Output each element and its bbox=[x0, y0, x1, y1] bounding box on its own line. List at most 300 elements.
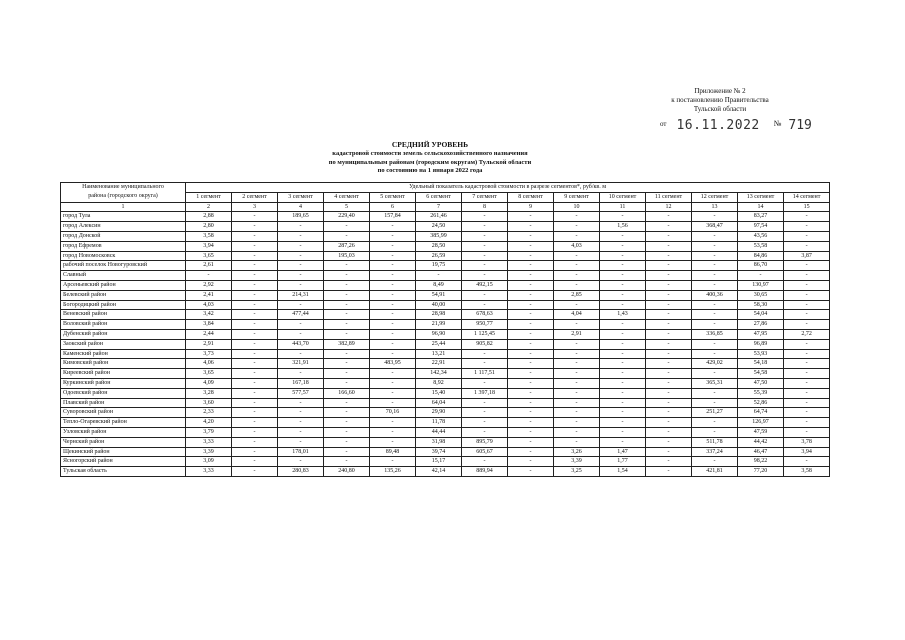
segment-value-cell: 126,97 bbox=[738, 418, 784, 428]
segment-value-cell: - bbox=[232, 271, 278, 281]
segment-value-cell: - bbox=[324, 261, 370, 271]
segment-value-cell: - bbox=[508, 467, 554, 477]
segment-value-cell: - bbox=[646, 222, 692, 232]
segment-value-cell: 15,40 bbox=[416, 388, 462, 398]
segment-value-cell: - bbox=[370, 427, 416, 437]
segment-value-cell: - bbox=[232, 398, 278, 408]
segment-value-cell: - bbox=[784, 212, 830, 222]
district-name-cell: Киреевский район bbox=[61, 369, 186, 379]
segment-value-cell: - bbox=[278, 271, 324, 281]
segment-value-cell: - bbox=[370, 388, 416, 398]
segment-value-cell: - bbox=[508, 339, 554, 349]
segment-value-cell: 443,70 bbox=[278, 339, 324, 349]
segment-value-cell: - bbox=[692, 349, 738, 359]
segment-value-cell: - bbox=[646, 251, 692, 261]
segment-value-cell: 2,44 bbox=[186, 329, 232, 339]
segment-value-cell: - bbox=[554, 222, 600, 232]
segment-value-cell: - bbox=[692, 261, 738, 271]
segment-value-cell: 58,30 bbox=[738, 300, 784, 310]
segment-value-cell: 3,25 bbox=[554, 467, 600, 477]
segment-value-cell: - bbox=[370, 261, 416, 271]
segment-value-cell: 605,67 bbox=[462, 447, 508, 457]
table-row bbox=[61, 329, 830, 339]
segment-value-cell: 47,95 bbox=[738, 329, 784, 339]
segment-value-cell: 54,91 bbox=[416, 290, 462, 300]
column-number: 1 bbox=[61, 202, 186, 212]
segment-value-cell: 4,09 bbox=[186, 378, 232, 388]
segment-value-cell: - bbox=[692, 241, 738, 251]
segment-value-cell: 1,43 bbox=[600, 310, 646, 320]
segment-header: 13 сегмент bbox=[738, 192, 784, 202]
district-name-cell: город Тула bbox=[61, 212, 186, 222]
segment-value-cell: 3,87 bbox=[784, 251, 830, 261]
segment-value-cell: 385,99 bbox=[416, 231, 462, 241]
segment-value-cell: - bbox=[600, 329, 646, 339]
segment-value-cell: - bbox=[600, 408, 646, 418]
appendix-line-2: к постановлению Правительства bbox=[671, 96, 769, 104]
segment-value-cell: - bbox=[508, 349, 554, 359]
segment-value-cell: - bbox=[554, 271, 600, 281]
segment-value-cell: - bbox=[508, 329, 554, 339]
segment-value-cell: - bbox=[692, 300, 738, 310]
segment-value-cell: 3,09 bbox=[186, 457, 232, 467]
segment-value-cell: - bbox=[692, 310, 738, 320]
segment-value-cell: - bbox=[370, 329, 416, 339]
district-name-cell: Ясногорский район bbox=[61, 457, 186, 467]
segment-value-cell: 368,47 bbox=[692, 222, 738, 232]
column-number: 2 bbox=[186, 202, 232, 212]
segment-value-cell: 46,47 bbox=[738, 447, 784, 457]
segment-value-cell: - bbox=[462, 222, 508, 232]
segment-value-cell: 3,94 bbox=[186, 241, 232, 251]
name-header-line-1: Наименование муниципального bbox=[82, 184, 164, 191]
district-name-cell: Воловский район bbox=[61, 320, 186, 330]
segment-value-cell: - bbox=[232, 329, 278, 339]
segment-value-cell: - bbox=[508, 320, 554, 330]
segment-value-cell: - bbox=[646, 467, 692, 477]
segment-value-cell: - bbox=[600, 290, 646, 300]
segments-group-header: Удельный показатель кадастровой стоимости в разрезе сегментов*, руб/кв. м bbox=[186, 183, 830, 193]
segment-value-cell: - bbox=[324, 398, 370, 408]
district-name-cell: город Новомосковск bbox=[61, 251, 186, 261]
segment-value-cell: - bbox=[554, 212, 600, 222]
district-name-cell: Богородицкий район bbox=[61, 300, 186, 310]
segment-value-cell: 287,26 bbox=[324, 241, 370, 251]
name-header-line-2: района (городского округа) bbox=[88, 193, 158, 200]
segment-value-cell: 400,36 bbox=[692, 290, 738, 300]
segment-value-cell: - bbox=[646, 290, 692, 300]
segment-value-cell: 40,00 bbox=[416, 300, 462, 310]
segment-header: 5 сегмент bbox=[370, 192, 416, 202]
segment-value-cell: - bbox=[600, 427, 646, 437]
segment-value-cell: - bbox=[370, 349, 416, 359]
segment-value-cell: 3,33 bbox=[186, 437, 232, 447]
segment-value-cell: - bbox=[324, 231, 370, 241]
segment-value-cell: - bbox=[324, 457, 370, 467]
segment-value-cell: - bbox=[692, 457, 738, 467]
segment-value-cell: 336,85 bbox=[692, 329, 738, 339]
segment-value-cell: 280,83 bbox=[278, 467, 324, 477]
segment-header: 10 сегмент bbox=[600, 192, 646, 202]
segment-value-cell: - bbox=[646, 349, 692, 359]
segment-header: 1 сегмент bbox=[186, 192, 232, 202]
segment-value-cell: 2,85 bbox=[554, 290, 600, 300]
segment-header: 7 сегмент bbox=[462, 192, 508, 202]
segment-value-cell: - bbox=[370, 418, 416, 428]
column-number: 11 bbox=[600, 202, 646, 212]
segment-value-cell: 97,54 bbox=[738, 222, 784, 232]
segment-value-cell: 4,20 bbox=[186, 418, 232, 428]
segment-value-cell: 1 125,45 bbox=[462, 329, 508, 339]
segment-value-cell: - bbox=[646, 261, 692, 271]
segment-value-cell: - bbox=[646, 329, 692, 339]
table-row bbox=[61, 398, 830, 408]
segment-header: 14 сегмент bbox=[784, 192, 830, 202]
segment-value-cell: - bbox=[692, 251, 738, 261]
segment-value-cell: - bbox=[462, 349, 508, 359]
segment-value-cell: 4,04 bbox=[554, 310, 600, 320]
segment-value-cell: 53,93 bbox=[738, 349, 784, 359]
segment-value-cell: - bbox=[554, 418, 600, 428]
segment-value-cell: 214,31 bbox=[278, 290, 324, 300]
segment-value-cell: 251,27 bbox=[692, 408, 738, 418]
title-line-2: кадастровой стоимости земель сельскохозяйственного назначения bbox=[332, 150, 528, 157]
segment-value-cell: 2,92 bbox=[186, 280, 232, 290]
district-name-cell: рабочий поселок Новогуровский bbox=[61, 261, 186, 271]
segment-value-cell: - bbox=[370, 280, 416, 290]
table-row bbox=[61, 290, 830, 300]
table-row bbox=[61, 320, 830, 330]
segment-value-cell: - bbox=[600, 359, 646, 369]
segment-value-cell: - bbox=[324, 369, 370, 379]
segment-value-cell: - bbox=[508, 398, 554, 408]
table-row bbox=[61, 467, 830, 477]
segment-value-cell: - bbox=[508, 251, 554, 261]
segment-value-cell: - bbox=[278, 398, 324, 408]
segment-value-cell: - bbox=[324, 427, 370, 437]
segment-value-cell: - bbox=[278, 251, 324, 261]
segment-value-cell: - bbox=[784, 310, 830, 320]
segment-value-cell: - bbox=[692, 418, 738, 428]
segment-value-cell: - bbox=[232, 437, 278, 447]
column-number: 3 bbox=[232, 202, 278, 212]
segment-value-cell: 98,22 bbox=[738, 457, 784, 467]
segment-value-cell: 3,39 bbox=[186, 447, 232, 457]
segment-value-cell: - bbox=[554, 408, 600, 418]
segment-value-cell: - bbox=[324, 222, 370, 232]
segment-header: 11 сегмент bbox=[646, 192, 692, 202]
segment-value-cell: - bbox=[784, 388, 830, 398]
column-number-row bbox=[61, 202, 830, 212]
segment-value-cell: - bbox=[692, 339, 738, 349]
segment-value-cell: 1,77 bbox=[600, 457, 646, 467]
segment-value-cell: 21,99 bbox=[416, 320, 462, 330]
segment-value-cell: - bbox=[554, 437, 600, 447]
segment-value-cell: 195,03 bbox=[324, 251, 370, 261]
name-column-header bbox=[61, 183, 186, 203]
segment-value-cell: 54,18 bbox=[738, 359, 784, 369]
segment-value-cell: - bbox=[462, 359, 508, 369]
segment-value-cell: - bbox=[554, 398, 600, 408]
district-name-cell: город Донской bbox=[61, 231, 186, 241]
segment-value-cell: 44,44 bbox=[416, 427, 462, 437]
segment-value-cell: 483,95 bbox=[370, 359, 416, 369]
segment-value-cell: - bbox=[232, 251, 278, 261]
table-body bbox=[61, 212, 830, 477]
segment-value-cell: - bbox=[508, 271, 554, 281]
district-name-cell: город Ефремов bbox=[61, 241, 186, 251]
table-row bbox=[61, 241, 830, 251]
segment-value-cell: 1 117,51 bbox=[462, 369, 508, 379]
segment-value-cell: - bbox=[508, 231, 554, 241]
segment-value-cell: - bbox=[370, 241, 416, 251]
segment-value-cell: - bbox=[278, 427, 324, 437]
segment-value-cell: - bbox=[232, 290, 278, 300]
segment-value-cell: - bbox=[784, 349, 830, 359]
district-name-cell: Узловский район bbox=[61, 427, 186, 437]
segment-value-cell: 19,75 bbox=[416, 261, 462, 271]
segment-value-cell: 26,59 bbox=[416, 251, 462, 261]
segment-value-cell: 3,84 bbox=[186, 320, 232, 330]
segment-value-cell: - bbox=[278, 329, 324, 339]
segment-value-cell: - bbox=[324, 290, 370, 300]
segment-value-cell: - bbox=[554, 427, 600, 437]
segment-value-cell: 3,65 bbox=[186, 251, 232, 261]
column-number: 6 bbox=[370, 202, 416, 212]
segment-value-cell: - bbox=[324, 437, 370, 447]
table-row bbox=[61, 212, 830, 222]
district-name-cell: Одоевский район bbox=[61, 388, 186, 398]
column-number: 15 bbox=[784, 202, 830, 212]
segment-value-cell: 337,24 bbox=[692, 447, 738, 457]
segment-value-cell: - bbox=[324, 329, 370, 339]
segment-value-cell: 2,33 bbox=[186, 408, 232, 418]
segment-value-cell: 64,74 bbox=[738, 408, 784, 418]
segment-value-cell: 47,50 bbox=[738, 378, 784, 388]
segment-value-cell: - bbox=[646, 388, 692, 398]
segment-value-cell: - bbox=[600, 398, 646, 408]
segment-value-cell: 43,56 bbox=[738, 231, 784, 241]
segment-value-cell: - bbox=[646, 408, 692, 418]
segment-value-cell: - bbox=[370, 320, 416, 330]
segment-value-cell: - bbox=[784, 290, 830, 300]
segment-value-cell: - bbox=[508, 290, 554, 300]
segment-value-cell: 950,77 bbox=[462, 320, 508, 330]
segment-value-cell: - bbox=[554, 251, 600, 261]
date-prefix: от bbox=[660, 120, 667, 128]
segment-value-cell: 8,49 bbox=[416, 280, 462, 290]
segment-value-cell: - bbox=[554, 280, 600, 290]
table-row bbox=[61, 378, 830, 388]
segment-value-cell: - bbox=[692, 320, 738, 330]
segment-value-cell: - bbox=[600, 212, 646, 222]
document-title bbox=[280, 140, 580, 176]
segment-value-cell: - bbox=[370, 398, 416, 408]
segment-value-cell: 70,16 bbox=[370, 408, 416, 418]
table-header bbox=[61, 183, 830, 212]
cadastral-value-table bbox=[60, 182, 830, 477]
segment-value-cell: - bbox=[554, 349, 600, 359]
segment-value-cell: - bbox=[784, 427, 830, 437]
segment-value-cell: - bbox=[370, 290, 416, 300]
district-name-cell: город Алексин bbox=[61, 222, 186, 232]
segment-value-cell: 4,06 bbox=[186, 359, 232, 369]
segment-value-cell: 55,39 bbox=[738, 388, 784, 398]
segment-value-cell: - bbox=[278, 408, 324, 418]
district-name-cell: Плавский район bbox=[61, 398, 186, 408]
segment-value-cell: 895,79 bbox=[462, 437, 508, 447]
column-number: 5 bbox=[324, 202, 370, 212]
segment-value-cell: 261,46 bbox=[416, 212, 462, 222]
segment-value-cell: 3,94 bbox=[784, 447, 830, 457]
district-name-cell: Арсеньевский район bbox=[61, 280, 186, 290]
district-name-cell: Заокский район bbox=[61, 339, 186, 349]
segment-value-cell: - bbox=[600, 437, 646, 447]
segment-value-cell: 511,78 bbox=[692, 437, 738, 447]
segment-value-cell: - bbox=[508, 222, 554, 232]
segment-value-cell: 1,47 bbox=[600, 447, 646, 457]
segment-value-cell: - bbox=[554, 359, 600, 369]
segment-value-cell: - bbox=[278, 369, 324, 379]
segment-value-cell: - bbox=[462, 271, 508, 281]
segment-value-cell: - bbox=[508, 437, 554, 447]
segment-value-cell: - bbox=[324, 408, 370, 418]
segment-value-cell: 492,15 bbox=[462, 280, 508, 290]
segment-value-cell: - bbox=[646, 418, 692, 428]
district-name-cell: Славный bbox=[61, 271, 186, 281]
segment-value-cell: - bbox=[278, 261, 324, 271]
district-name-cell: Веневский район bbox=[61, 310, 186, 320]
segment-value-cell: - bbox=[784, 261, 830, 271]
segment-value-cell: 3,65 bbox=[186, 369, 232, 379]
segment-value-cell: - bbox=[232, 300, 278, 310]
segment-value-cell: - bbox=[646, 457, 692, 467]
segment-value-cell: - bbox=[508, 241, 554, 251]
appendix-line-1: Приложение № 2 bbox=[694, 87, 746, 95]
segment-value-cell: - bbox=[600, 261, 646, 271]
segment-value-cell: - bbox=[278, 349, 324, 359]
segment-value-cell: - bbox=[462, 251, 508, 261]
segment-value-cell: - bbox=[784, 359, 830, 369]
segment-value-cell: - bbox=[646, 271, 692, 281]
segment-value-cell: - bbox=[508, 212, 554, 222]
column-number: 12 bbox=[646, 202, 692, 212]
segment-value-cell: - bbox=[784, 339, 830, 349]
segment-value-cell: - bbox=[508, 300, 554, 310]
district-name-cell: Белевский район bbox=[61, 290, 186, 300]
table-row bbox=[61, 437, 830, 447]
column-number: 4 bbox=[278, 202, 324, 212]
segment-value-cell: - bbox=[462, 398, 508, 408]
segment-header: 2 сегмент bbox=[232, 192, 278, 202]
segment-value-cell: - bbox=[600, 378, 646, 388]
segment-value-cell: - bbox=[784, 408, 830, 418]
table-row bbox=[61, 339, 830, 349]
segment-value-cell: - bbox=[462, 378, 508, 388]
segment-value-cell: - bbox=[600, 251, 646, 261]
segment-value-cell: - bbox=[462, 231, 508, 241]
segment-value-cell: 28,50 bbox=[416, 241, 462, 251]
segment-value-cell: - bbox=[784, 241, 830, 251]
segment-value-cell: 2,80 bbox=[186, 222, 232, 232]
segment-value-cell: - bbox=[416, 271, 462, 281]
segment-value-cell: 3,39 bbox=[554, 457, 600, 467]
district-name-cell: Тульская область bbox=[61, 467, 186, 477]
table-row bbox=[61, 369, 830, 379]
segment-value-cell: 135,26 bbox=[370, 467, 416, 477]
segment-value-cell: - bbox=[692, 231, 738, 241]
segment-value-cell: - bbox=[324, 300, 370, 310]
segment-value-cell: - bbox=[692, 398, 738, 408]
segment-value-cell: - bbox=[554, 320, 600, 330]
segment-value-cell: 3,60 bbox=[186, 398, 232, 408]
segment-value-cell: 678,63 bbox=[462, 310, 508, 320]
segment-value-cell: - bbox=[462, 418, 508, 428]
table-row bbox=[61, 418, 830, 428]
table-row bbox=[61, 222, 830, 232]
segment-value-cell: - bbox=[324, 271, 370, 281]
district-name-cell: Чернский район bbox=[61, 437, 186, 447]
segment-value-cell: 3,26 bbox=[554, 447, 600, 457]
segment-value-cell: 3,58 bbox=[784, 467, 830, 477]
segment-value-cell: 39,74 bbox=[416, 447, 462, 457]
segment-value-cell: 30,65 bbox=[738, 290, 784, 300]
district-name-cell: Тепло-Огаревский район bbox=[61, 418, 186, 428]
segment-value-cell: - bbox=[554, 300, 600, 310]
segment-value-cell: - bbox=[278, 418, 324, 428]
segment-value-cell: - bbox=[692, 212, 738, 222]
segment-value-cell: 47,59 bbox=[738, 427, 784, 437]
segment-value-cell: 13,21 bbox=[416, 349, 462, 359]
segment-value-cell: - bbox=[462, 261, 508, 271]
column-number: 8 bbox=[462, 202, 508, 212]
column-number: 14 bbox=[738, 202, 784, 212]
segment-value-cell: - bbox=[646, 339, 692, 349]
segment-value-cell: - bbox=[278, 437, 324, 447]
segment-value-cell: 84,86 bbox=[738, 251, 784, 261]
segment-value-cell: 28,98 bbox=[416, 310, 462, 320]
segment-value-cell: - bbox=[232, 349, 278, 359]
title-line-3: по муниципальным районам (городским округам) Тульской области bbox=[328, 158, 532, 166]
segment-value-cell: - bbox=[278, 320, 324, 330]
decree-date: 16.11.2022 bbox=[676, 118, 760, 133]
segment-value-cell: 31,98 bbox=[416, 437, 462, 447]
segment-value-cell: - bbox=[508, 310, 554, 320]
title-main: СРЕДНИЙ УРОВЕНЬ bbox=[391, 140, 469, 149]
segment-value-cell: - bbox=[600, 320, 646, 330]
segment-value-cell: - bbox=[370, 231, 416, 241]
segment-value-cell: 2,41 bbox=[186, 290, 232, 300]
segment-value-cell: - bbox=[508, 418, 554, 428]
segment-value-cell: 2,91 bbox=[554, 329, 600, 339]
segment-value-cell: - bbox=[278, 241, 324, 251]
table-row bbox=[61, 427, 830, 437]
segment-value-cell: - bbox=[508, 447, 554, 457]
segment-value-cell: - bbox=[370, 251, 416, 261]
segment-value-cell: - bbox=[646, 437, 692, 447]
segment-header: 12 сегмент bbox=[692, 192, 738, 202]
segment-value-cell: - bbox=[232, 378, 278, 388]
segment-value-cell: - bbox=[646, 280, 692, 290]
segment-value-cell: - bbox=[278, 231, 324, 241]
table-row bbox=[61, 408, 830, 418]
table-row bbox=[61, 280, 830, 290]
segment-value-cell: - bbox=[646, 398, 692, 408]
segment-value-cell: - bbox=[370, 457, 416, 467]
segment-value-cell: 429,02 bbox=[692, 359, 738, 369]
segment-value-cell: - bbox=[692, 271, 738, 281]
table-row bbox=[61, 251, 830, 261]
